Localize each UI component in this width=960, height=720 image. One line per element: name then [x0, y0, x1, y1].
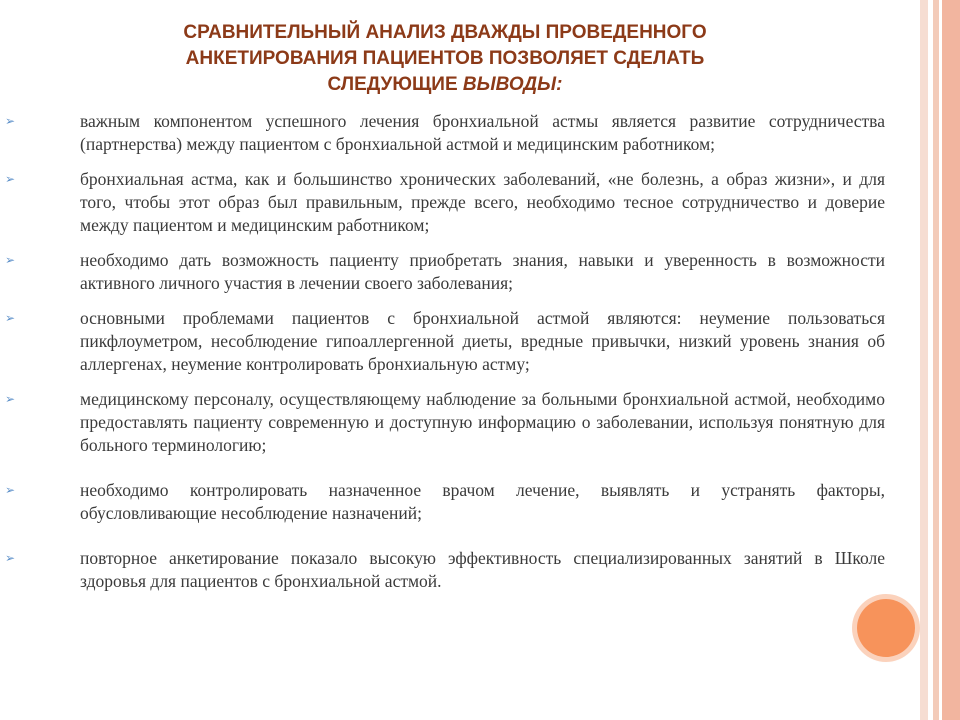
- list-item: [5, 388, 885, 457]
- title-line-3-emphasis: ВЫВОДЫ:: [462, 74, 563, 95]
- bullet-arrow-icon: ➢: [5, 392, 16, 406]
- list-item: [5, 168, 885, 237]
- list-item-text: основными проблемами пациентов с бронхиальной астмой являются: неумение пользоваться пикфлоуметром, несоблюдение гипоаллергенной диеты, вредные привычки, низкий уровень знания об аллергенах, неумение контролировать бронхиальную астму;: [80, 308, 885, 374]
- bullet-arrow-icon: ➢: [5, 172, 16, 186]
- list-item: [5, 479, 885, 525]
- stripe-dark: [942, 0, 960, 720]
- title-line-1: СРАВНИТЕЛЬНЫЙ АНАЛИЗ ДВАЖДЫ ПРОВЕДЕННОГО: [183, 22, 707, 43]
- list-item-text: бронхиальная астма, как и большинство хронических заболеваний, «не болезнь, а образ жизни», и для того, чтобы этот образ был правильным, прежде всего, необходимо тесное сотрудничество и доверие между пациентом и медицинским работником;: [80, 169, 885, 235]
- list-item-text: важным компонентом успешного лечения бронхиальной астмы является развитие сотрудничества (партнерства) между пациентом с бронхиальной астмой и медицинским работником;: [80, 111, 885, 154]
- list-item: [5, 307, 885, 376]
- decorative-circle-icon: [857, 599, 915, 657]
- bullet-arrow-icon: ➢: [5, 114, 16, 128]
- list-item: [5, 547, 885, 593]
- conclusions-list: [5, 110, 885, 593]
- title-line-3-prefix: СЛЕДУЮЩИЕ: [327, 74, 463, 95]
- list-item-text: медицинскому персоналу, осуществляющему наблюдение за больными бронхиальной астмой, необходимо предоставлять пациенту современную и доступную информацию о заболевании, используя понятную для больного терминологию;: [80, 389, 885, 455]
- list-item: [5, 110, 885, 156]
- list-item-text: необходимо дать возможность пациенту приобретать знания, навыки и уверенность в возможности активного личного участия в лечении своего заболевания;: [80, 250, 885, 293]
- list-item-text: необходимо контролировать назначенное врачом лечение, выявлять и устранять факторы, обусловливающие несоблюдение назначений;: [80, 480, 885, 523]
- title-line-2: АНКЕТИРОВАНИЯ ПАЦИЕНТОВ ПОЗВОЛЯЕТ СДЕЛАТЬ: [185, 48, 705, 69]
- list-item-text: повторное анкетирование показало высокую эффективность специализированных занятий в Школе здоровья для пациентов с бронхиальной астмой.: [80, 548, 885, 591]
- stripe-light: [920, 0, 928, 720]
- side-decoration-stripes: [920, 0, 960, 720]
- list-item: [5, 249, 885, 295]
- bullet-arrow-icon: ➢: [5, 551, 16, 565]
- slide-title: [120, 20, 770, 98]
- bullet-arrow-icon: ➢: [5, 253, 16, 267]
- bullet-arrow-icon: ➢: [5, 483, 16, 497]
- bullet-arrow-icon: ➢: [5, 311, 16, 325]
